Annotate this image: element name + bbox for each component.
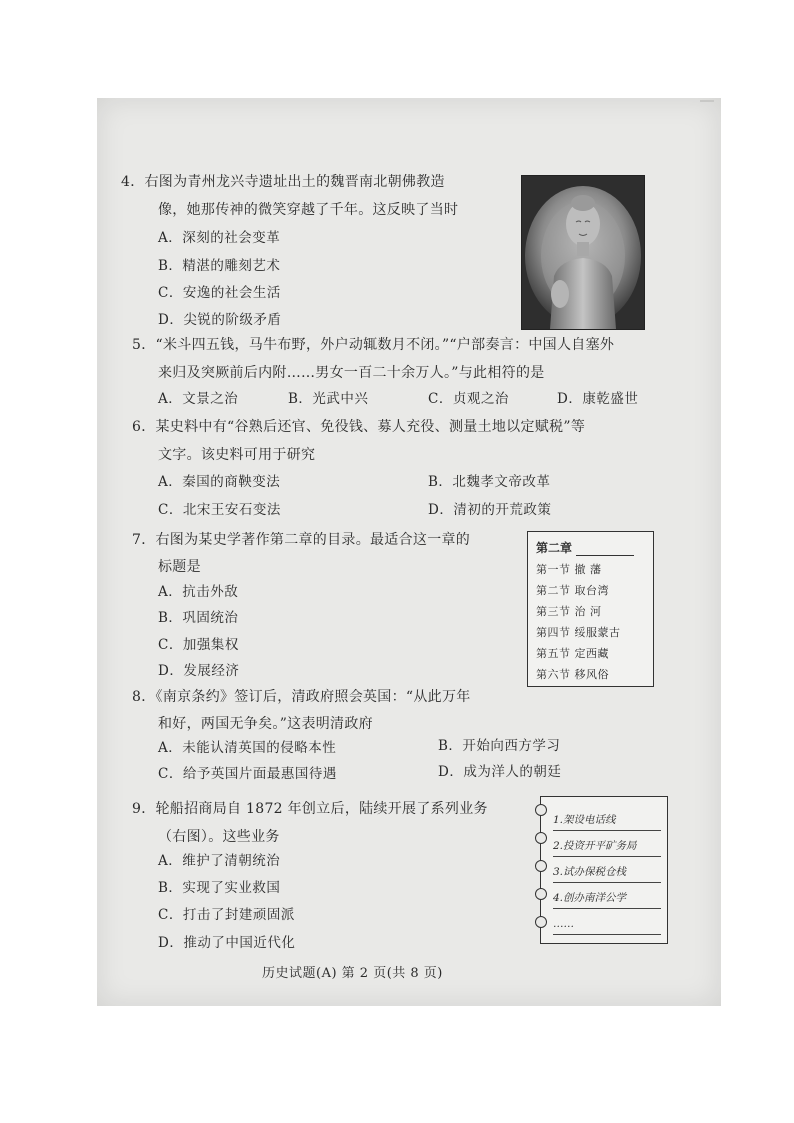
notebook-item-5: …… xyxy=(553,909,661,935)
q8-option-a: A．未能认清英国的侵略本性 xyxy=(158,740,337,756)
q7-option-b: B．巩固统治 xyxy=(158,610,239,626)
notebook-binding-rings xyxy=(535,800,549,940)
q7-option-d: D．发展经济 xyxy=(158,663,240,679)
toc-heading-text: 第二章 xyxy=(536,541,573,555)
q8-stem-line1: 8．《南京条约》签订后，清政府照会英国：“从此万年 xyxy=(132,689,471,705)
q5-stem-line2: 来归及突厥前后内附……男女一百二十余万人。”与此相符的是 xyxy=(158,365,545,381)
q6-option-d: D．清初的开荒政策 xyxy=(428,502,552,518)
q8-stem-line2: 和好，两国无争矣。”这表明清政府 xyxy=(158,716,373,732)
q4-option-b: B．精湛的雕刻艺术 xyxy=(158,258,281,274)
q5-option-b: B．光武中兴 xyxy=(288,391,369,407)
q5-option-d: D．康乾盛世 xyxy=(557,391,639,407)
buddha-statue-photo xyxy=(521,175,645,330)
toc-heading xyxy=(536,538,645,559)
q4-option-a: A．深刻的社会变革 xyxy=(158,230,281,246)
q6-stem-line1: 6．某史料中有“谷熟后还官、免役钱、募人充役、测量土地以定赋税”等 xyxy=(132,419,586,435)
toc-row-4: 第四节 绥服蒙古 xyxy=(536,626,621,639)
scan-mark xyxy=(700,100,714,102)
q9-stem-line1: 9．轮船招商局自 1872 年创立后，陆续开展了系列业务 xyxy=(132,801,488,817)
q8-option-c: C．给予英国片面最惠国待遇 xyxy=(158,766,337,782)
q8-option-b: B．开始向西方学习 xyxy=(438,738,561,754)
toc-row-6: 第六节 移风俗 xyxy=(536,668,609,681)
toc-row-1: 第一节 撤 藩 xyxy=(536,563,602,576)
q9-stem-line2: （右图）。这些业务 xyxy=(158,829,280,845)
q8-option-d: D．成为洋人的朝廷 xyxy=(438,764,562,780)
q7-option-c: C．加强集权 xyxy=(158,637,239,653)
q9-option-b: B．实现了实业救国 xyxy=(158,880,281,896)
q9-option-c: C．打击了封建顽固派 xyxy=(158,907,295,923)
business-list-notebook xyxy=(540,796,668,944)
q7-stem-line1: 7．右图为某史学著作第二章的目录。最适合这一章的 xyxy=(132,532,471,548)
notebook-item-3: 3.试办保税仓栈 xyxy=(553,857,661,883)
q5-stem-line1: 5．“米斗四五钱，马牛布野，外户动辄数月不闭。”“户部奏言：中国人自塞外 xyxy=(132,337,615,353)
q7-option-a: A．抗击外敌 xyxy=(158,584,239,600)
q4-option-c: C．安逸的社会生活 xyxy=(158,285,281,301)
chapter-toc-box xyxy=(527,531,654,687)
q5-option-c: C．贞观之治 xyxy=(428,391,509,407)
notebook-item-2: 2.投资开平矿务局 xyxy=(553,831,661,857)
q4-option-d: D．尖锐的阶级矛盾 xyxy=(158,312,282,328)
notebook-item-1: 1.架设电话线 xyxy=(553,805,661,831)
q5-option-a: A．文景之治 xyxy=(158,391,239,407)
q6-option-a: A．秦国的商鞅变法 xyxy=(158,474,281,490)
q9-option-a: A．维护了清朝统治 xyxy=(158,853,281,869)
page-footer: 历史试题(A) 第 2 页(共 8 页) xyxy=(262,966,443,981)
q4-stem-line1: 4．右图为青州龙兴寺遗址出土的魏晋南北朝佛教造 xyxy=(121,174,445,190)
toc-row-3: 第三节 治 河 xyxy=(536,605,602,618)
q9-option-d: D．推动了中国近代化 xyxy=(158,935,296,951)
q6-option-c: C．北宋王安石变法 xyxy=(158,502,281,518)
ring-icon xyxy=(535,832,547,844)
toc-row-5: 第五节 定西藏 xyxy=(536,647,609,660)
q6-option-b: B．北魏孝文帝改革 xyxy=(428,474,551,490)
toc-title-blank xyxy=(576,541,634,556)
ring-icon xyxy=(535,860,547,872)
notebook-item-4: 4.创办南洋公学 xyxy=(553,883,661,909)
ring-icon xyxy=(535,916,547,928)
q4-stem-line2: 像，她那传神的微笑穿越了千年。这反映了当时 xyxy=(158,202,459,218)
toc-row-2: 第二节 取台湾 xyxy=(536,584,609,597)
ring-icon xyxy=(535,888,547,900)
ring-icon xyxy=(535,804,547,816)
q6-stem-line2: 文字。该史料可用于研究 xyxy=(158,447,316,463)
q7-stem-line2: 标题是 xyxy=(158,559,201,575)
